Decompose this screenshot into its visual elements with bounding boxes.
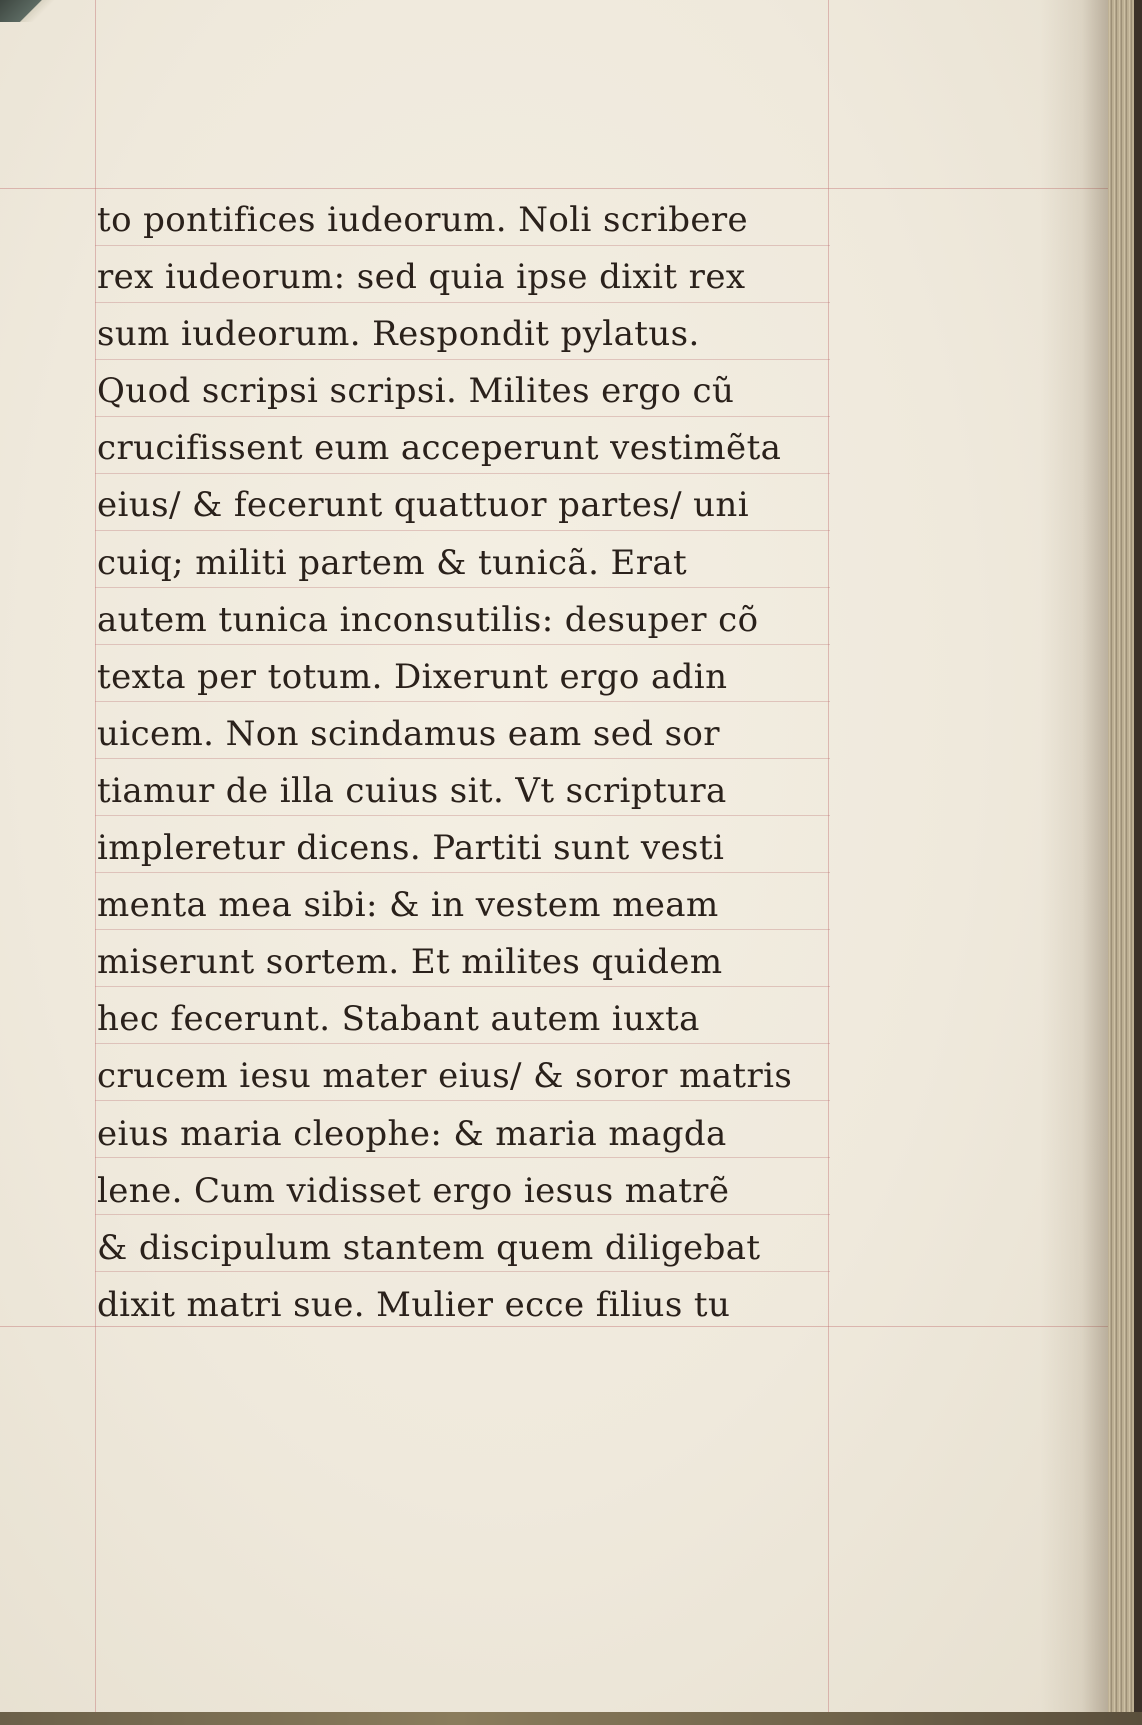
page-edges [1108, 0, 1142, 1725]
ruling-left-margin [95, 0, 96, 1725]
text-line: lene. Cum vidisset ergo iesus matrẽ [97, 1170, 730, 1211]
binding-corner [0, 0, 70, 22]
text-line: hec fecerunt. Stabant autem iuxta [97, 999, 700, 1040]
text-line: to pontifices iudeorum. Noli scribere [97, 200, 749, 240]
cover-edge [0, 1712, 1142, 1725]
text-line: crucem iesu mater eius/ & soror matris [97, 1056, 793, 1097]
manuscript-text [97, 192, 857, 1334]
text-line: & discipulum stantem quem diligebat [97, 1227, 761, 1268]
text-line: impleretur dicens. Partiti sunt vesti [97, 828, 725, 869]
text-line: crucifissent eum acceperunt vestimẽta [97, 428, 782, 469]
text-line: miserunt sortem. Et milites quidem [97, 942, 723, 983]
text-line: sum iudeorum. Respondit pylatus. [97, 314, 700, 355]
text-line: eius maria cleophe: & maria magda [97, 1113, 727, 1154]
text-line: texta per totum. Dixerunt ergo adin [97, 656, 728, 697]
text-line: rex iudeorum: sed quia ipse dixit rex [97, 257, 746, 298]
text-line: autem tunica inconsutilis: desuper cõ [97, 599, 759, 640]
text-line: dixit matri sue. Mulier ecce filius tu [97, 1284, 731, 1325]
text-line: eius/ & fecerunt quattuor partes/ uni [97, 485, 750, 526]
gutter-shadow [1040, 0, 1110, 1725]
text-line: menta mea sibi: & in vestem meam [97, 885, 719, 926]
text-line: cuiq; militi partem & tunicã. Erat [97, 542, 688, 583]
text-line: Quod scripsi scripsi. Milites ergo cũ [97, 371, 735, 412]
text-line: uicem. Non scindamus eam sed sor [97, 713, 720, 754]
text-line: tiamur de illa cuius sit. Vt scriptura [97, 770, 727, 811]
ruling-top [0, 188, 1108, 189]
